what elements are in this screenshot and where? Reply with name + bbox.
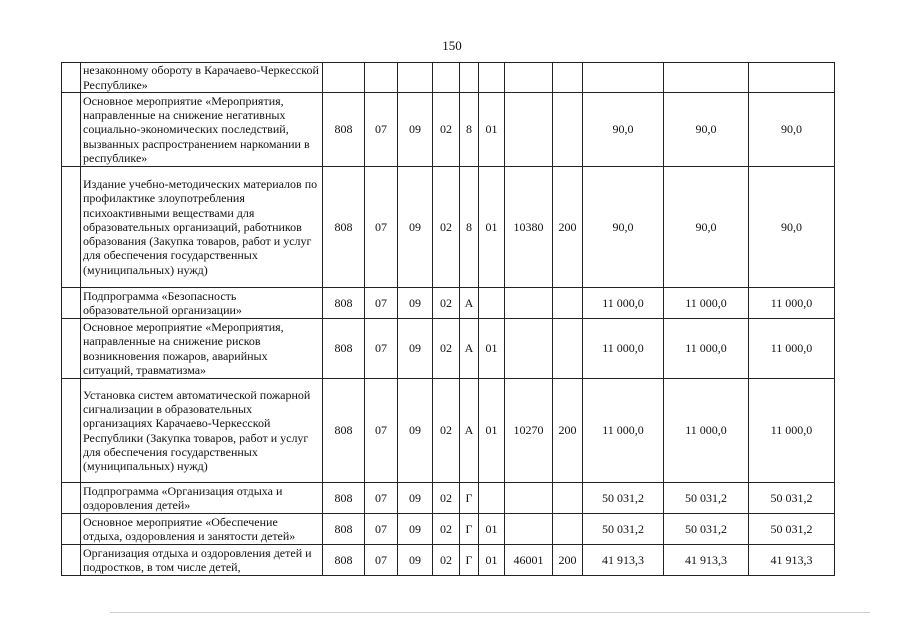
table-row (62, 288, 835, 319)
amount-year1-cell: 11 000,0 (583, 379, 664, 483)
subprogram-code-cell: Г (460, 514, 479, 545)
table-row (62, 63, 835, 93)
subprogram-code-cell: 8 (460, 167, 479, 288)
direction-code-cell (505, 319, 553, 379)
table-row (62, 167, 835, 288)
row-number-cell (62, 514, 81, 545)
program-code-cell: 02 (433, 288, 460, 319)
amount-year3-cell: 11 000,0 (749, 288, 835, 319)
subsection-code-cell: 09 (398, 514, 433, 545)
row-number-cell (62, 288, 81, 319)
amount-year2-cell: 11 000,0 (664, 288, 749, 319)
subprogram-code-cell: А (460, 319, 479, 379)
row-number-cell (62, 379, 81, 483)
measure-code-cell: 01 (479, 514, 505, 545)
row-number-cell (62, 319, 81, 379)
measure-code-cell: 01 (479, 319, 505, 379)
budget-table (61, 62, 835, 576)
row-number-cell (62, 93, 81, 167)
expense-type-cell: 200 (553, 379, 583, 483)
table-row (62, 483, 835, 514)
measure-code-cell: 01 (479, 93, 505, 167)
amount-year2-cell: 50 031,2 (664, 514, 749, 545)
program-code-cell (433, 63, 460, 93)
department-code-cell: 808 (323, 514, 365, 545)
department-code-cell: 808 (323, 93, 365, 167)
row-number-cell (62, 63, 81, 93)
department-code-cell: 808 (323, 545, 365, 576)
program-code-cell: 02 (433, 93, 460, 167)
subsection-code-cell: 09 (398, 483, 433, 514)
amount-year1-cell: 90,0 (583, 167, 664, 288)
section-code-cell: 07 (365, 379, 398, 483)
measure-code-cell (479, 483, 505, 514)
expense-type-cell (553, 319, 583, 379)
department-code-cell: 808 (323, 483, 365, 514)
department-code-cell: 808 (323, 288, 365, 319)
measure-code-cell: 01 (479, 167, 505, 288)
direction-code-cell (505, 514, 553, 545)
table-row (62, 93, 835, 167)
subprogram-code-cell: Г (460, 545, 479, 576)
expense-type-cell (553, 514, 583, 545)
amount-year2-cell: 90,0 (664, 93, 749, 167)
amount-year1-cell: 90,0 (583, 93, 664, 167)
measure-code-cell (479, 288, 505, 319)
scan-artifact-line (110, 612, 870, 613)
subprogram-code-cell: А (460, 379, 479, 483)
description-cell: Основное мероприятие «Мероприятия, направленные на снижение рисков возникновения пожаров, аварийных ситуаций, травматизма» (81, 319, 323, 379)
measure-code-cell: 01 (479, 545, 505, 576)
amount-year2-cell: 11 000,0 (664, 319, 749, 379)
expense-type-cell (553, 483, 583, 514)
program-code-cell: 02 (433, 483, 460, 514)
direction-code-cell (505, 93, 553, 167)
program-code-cell: 02 (433, 514, 460, 545)
subsection-code-cell: 09 (398, 288, 433, 319)
program-code-cell: 02 (433, 167, 460, 288)
expense-type-cell (553, 93, 583, 167)
amount-year2-cell (664, 63, 749, 93)
amount-year1-cell: 41 913,3 (583, 545, 664, 576)
subprogram-code-cell: 8 (460, 93, 479, 167)
expense-type-cell: 200 (553, 167, 583, 288)
description-cell: Издание учебно-методических материалов по профилактике злоупотребления психоактивными веществами для образовательных организаций, работников образования (Закупка товаров, работ и услуг для обеспечения государственных (муниципальных) нужд) (81, 167, 323, 288)
amount-year1-cell: 11 000,0 (583, 288, 664, 319)
amount-year1-cell: 11 000,0 (583, 319, 664, 379)
subsection-code-cell: 09 (398, 319, 433, 379)
section-code-cell: 07 (365, 93, 398, 167)
department-code-cell: 808 (323, 167, 365, 288)
amount-year3-cell: 90,0 (749, 93, 835, 167)
subsection-code-cell: 09 (398, 93, 433, 167)
table-row (62, 319, 835, 379)
direction-code-cell (505, 483, 553, 514)
amount-year3-cell: 41 913,3 (749, 545, 835, 576)
expense-type-cell: 200 (553, 545, 583, 576)
table-row (62, 514, 835, 545)
amount-year3-cell: 90,0 (749, 167, 835, 288)
direction-code-cell: 46001 (505, 545, 553, 576)
description-cell: Организация отдыха и оздоровления детей и подростков, в том числе детей, (81, 545, 323, 576)
direction-code-cell: 10380 (505, 167, 553, 288)
amount-year2-cell: 90,0 (664, 167, 749, 288)
page-number: 150 (442, 38, 462, 53)
subsection-code-cell: 09 (398, 379, 433, 483)
row-number-cell (62, 167, 81, 288)
amount-year1-cell: 50 031,2 (583, 514, 664, 545)
table-row (62, 379, 835, 483)
program-code-cell: 02 (433, 319, 460, 379)
section-code-cell: 07 (365, 514, 398, 545)
subprogram-code-cell: Г (460, 483, 479, 514)
amount-year3-cell (749, 63, 835, 93)
description-cell: Установка систем автоматической пожарной сигнализации в образовательных организациях Карачаево-Черкесской Республики (Закупка товаров, работ и услуг для обеспечения государственных (муниципальных) нужд) (81, 379, 323, 483)
direction-code-cell (505, 63, 553, 93)
description-cell: Основное мероприятие «Мероприятия, направленные на снижение негативных социально-экономических последствий, вызванных распространением наркомании в республике» (81, 93, 323, 167)
direction-code-cell (505, 288, 553, 319)
row-number-cell (62, 545, 81, 576)
amount-year2-cell: 50 031,2 (664, 483, 749, 514)
amount-year3-cell: 50 031,2 (749, 483, 835, 514)
description-cell: Подпрограмма «Безопасность образовательной организации» (81, 288, 323, 319)
amount-year2-cell: 41 913,3 (664, 545, 749, 576)
section-code-cell: 07 (365, 545, 398, 576)
expense-type-cell (553, 63, 583, 93)
measure-code-cell: 01 (479, 379, 505, 483)
subprogram-code-cell (460, 63, 479, 93)
section-code-cell: 07 (365, 319, 398, 379)
amount-year3-cell: 50 031,2 (749, 514, 835, 545)
amount-year3-cell: 11 000,0 (749, 379, 835, 483)
description-cell: незаконному обороту в Карачаево-Черкесской Республике» (81, 63, 323, 93)
subsection-code-cell: 09 (398, 167, 433, 288)
amount-year2-cell: 11 000,0 (664, 379, 749, 483)
subprogram-code-cell: А (460, 288, 479, 319)
description-cell: Подпрограмма «Организация отдыха и оздоровления детей» (81, 483, 323, 514)
description-cell: Основное мероприятие «Обеспечение отдыха, оздоровления и занятости детей» (81, 514, 323, 545)
section-code-cell (365, 63, 398, 93)
measure-code-cell (479, 63, 505, 93)
department-code-cell: 808 (323, 319, 365, 379)
expense-type-cell (553, 288, 583, 319)
subsection-code-cell: 09 (398, 545, 433, 576)
section-code-cell: 07 (365, 288, 398, 319)
amount-year1-cell (583, 63, 664, 93)
department-code-cell (323, 63, 365, 93)
amount-year3-cell: 11 000,0 (749, 319, 835, 379)
section-code-cell: 07 (365, 167, 398, 288)
table-row (62, 545, 835, 576)
subsection-code-cell (398, 63, 433, 93)
direction-code-cell: 10270 (505, 379, 553, 483)
program-code-cell: 02 (433, 379, 460, 483)
section-code-cell: 07 (365, 483, 398, 514)
amount-year1-cell: 50 031,2 (583, 483, 664, 514)
row-number-cell (62, 483, 81, 514)
program-code-cell: 02 (433, 545, 460, 576)
department-code-cell: 808 (323, 379, 365, 483)
